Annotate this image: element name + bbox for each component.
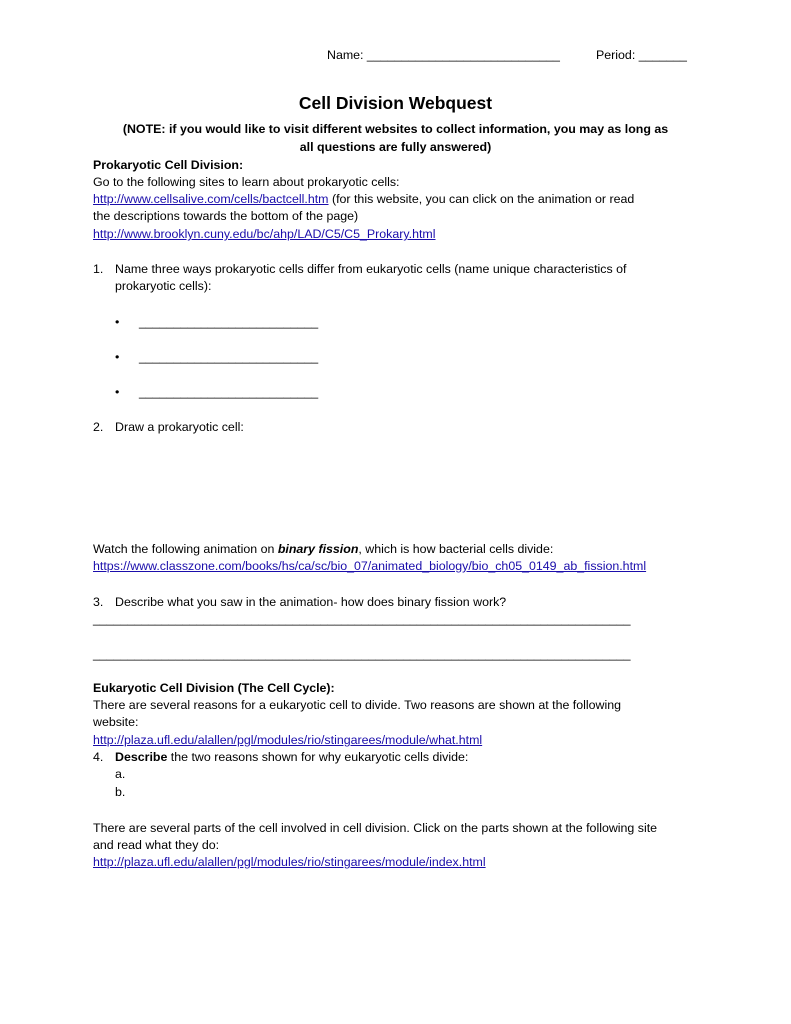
- answer-blank: __________________________: [139, 315, 319, 329]
- drawing-area[interactable]: [93, 440, 693, 535]
- q4-answer-b[interactable]: b.: [115, 785, 126, 799]
- period-label: Period: _______: [596, 48, 687, 62]
- question-2: [93, 419, 244, 436]
- q1-answer-2[interactable]: [115, 349, 318, 366]
- prokaryotic-intro: Go to the following sites to learn about prokaryotic cells:: [93, 175, 400, 189]
- cellsalive-link[interactable]: http://www.cellsalive.com/cells/bactcell.htm: [93, 192, 329, 206]
- q4-bold: Describe: [115, 750, 168, 764]
- brooklyn-link[interactable]: http://www.brooklyn.cuny.edu/bc/ahp/LAD/C5/C5_Prokary.html: [93, 227, 436, 241]
- bullet-icon: •: [115, 315, 120, 329]
- q3-number: 3.: [93, 595, 104, 609]
- binary-fission-intro: [93, 541, 553, 558]
- note-line-2: all questions are fully answered): [299, 140, 492, 154]
- binary-after: , which is how bacterial cells divide:: [358, 542, 554, 556]
- eukaryotic-text-1: There are several reasons for a eukaryotic cell to divide. Two reasons are shown at the following: [93, 698, 622, 712]
- question-4: [93, 749, 468, 766]
- q3-answer-line-2[interactable]: ______________________________________________________________________________: [93, 647, 631, 661]
- q3-text: Describe what you saw in the animation- how does binary fission work?: [115, 595, 507, 609]
- question-1: [93, 261, 626, 278]
- question-3: [93, 594, 506, 611]
- q3-answer-line-1[interactable]: ______________________________________________________________________________: [93, 612, 631, 626]
- q1-answer-1[interactable]: [115, 314, 318, 331]
- q2-text: Draw a prokaryotic cell:: [115, 420, 244, 434]
- index-link-line: [93, 854, 486, 871]
- answer-blank: __________________________: [139, 385, 319, 399]
- classzone-link[interactable]: https://www.classzone.com/books/hs/ca/sc/bio_07/animated_biology/bio_ch05_0149_ab_fission.html: [93, 559, 647, 573]
- what-link-line: [93, 732, 482, 749]
- link1-note-cont: the descriptions towards the bottom of the page): [93, 209, 359, 223]
- eukaryotic-text-2: website:: [93, 715, 139, 729]
- link1-line: [93, 191, 634, 208]
- q1-text-cont: prokaryotic cells):: [115, 279, 212, 293]
- binary-emph: binary fission: [277, 542, 359, 556]
- eukaryotic-heading: Eukaryotic Cell Division (The Cell Cycle):: [93, 681, 335, 695]
- q2-number: 2.: [93, 420, 104, 434]
- parts-text-1: There are several parts of the cell involved in cell division. Click on the parts shown at the following site: [93, 821, 658, 835]
- binary-before: Watch the following animation on: [93, 542, 278, 556]
- stingarees-index-link[interactable]: http://plaza.ufl.edu/alallen/pgl/modules/rio/stingarees/module/index.html: [93, 855, 486, 869]
- prokaryotic-heading: Prokaryotic Cell Division:: [93, 158, 244, 172]
- answer-blank: __________________________: [139, 350, 319, 364]
- classzone-link-line: [93, 558, 646, 575]
- stingarees-what-link[interactable]: http://plaza.ufl.edu/alallen/pgl/modules/rio/stingarees/module/what.html: [93, 733, 483, 747]
- page-title: Cell Division Webquest: [298, 93, 493, 113]
- q4-answer-a[interactable]: a.: [115, 767, 126, 781]
- period-field[interactable]: [596, 47, 687, 64]
- q1-number: 1.: [93, 262, 104, 276]
- name-label: Name: ____________________________: [327, 48, 560, 62]
- link2-line: [93, 226, 436, 243]
- q4-number: 4.: [93, 750, 104, 764]
- link1-note: (for this website, you can click on the animation or read: [328, 192, 635, 206]
- bullet-icon: •: [115, 350, 120, 364]
- name-field[interactable]: [327, 47, 560, 64]
- note-line-1: (NOTE: if you would like to visit different websites to collect information, you may as long as: [122, 122, 669, 136]
- parts-text-2: and read what they do:: [93, 838, 220, 852]
- bullet-icon: •: [115, 385, 120, 399]
- q1-text: Name three ways prokaryotic cells differ from eukaryotic cells (name unique characteristics of: [115, 262, 627, 276]
- q1-answer-3[interactable]: [115, 384, 318, 401]
- q4-rest: the two reasons shown for why eukaryotic cells divide:: [167, 750, 469, 764]
